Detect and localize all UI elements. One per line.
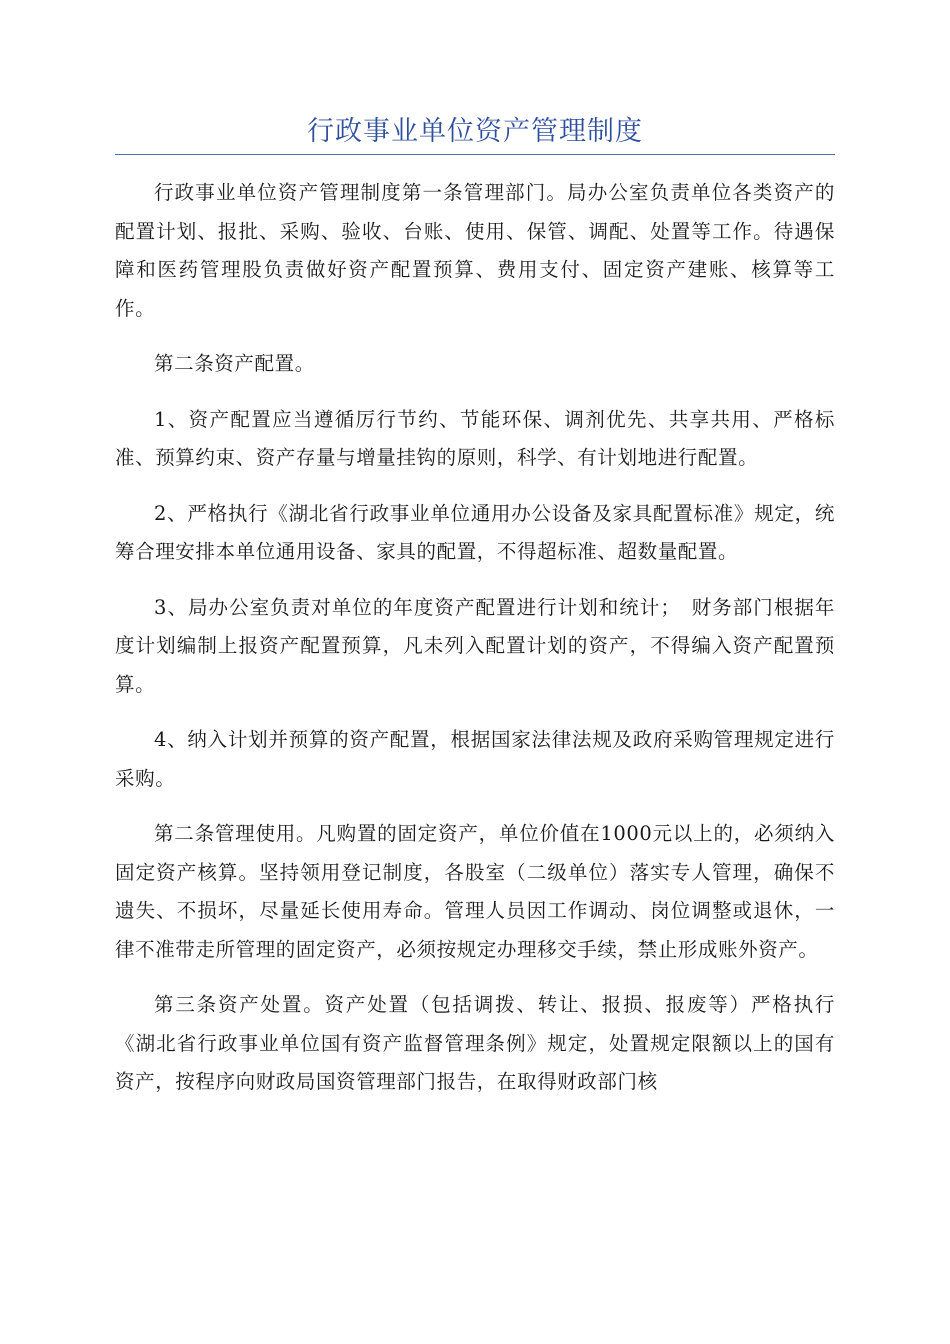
paragraph-item-1: 1、资产配置应当遵循厉行节约、节能环保、调剂优先、共享共用、严格标准、预算约束、资产存量与增量挂钩的原则，科学、有计划地进行配置。 bbox=[115, 407, 835, 469]
paragraph-management-use: 第二条管理使用。凡购置的固定资产，单位价值在1000元以上的，必须纳入固定资产核算。坚持领用登记制度，各股室（二级单位）落实专人管理，确保不遗失、不损坏，尽量延长使用寿命。管理人员因工作调动、岗位调整或退休，一律不准带走所管理的固定资产，必须按规定办理移交手续，禁止形成账外资产。 bbox=[115, 822, 835, 961]
paragraph-article-2-heading: 第二条资产配置。 bbox=[154, 352, 315, 375]
paragraph-item-4: 4、纳入计划并预算的资产配置，根据国家法律法规及政府采购管理规定进行采购。 bbox=[115, 728, 835, 790]
document-body bbox=[115, 174, 835, 1119]
paragraph-item-3: 3、局办公室负责对单位的年度资产配置进行计划和统计； 财务部门根据年度计划编制上报资产配置预算，凡未列入配置计划的资产，不得编入资产配置预算。 bbox=[115, 595, 835, 696]
title-underline bbox=[115, 154, 835, 155]
paragraph-item-2: 2、严格执行《湖北省行政事业单位通用办公设备及家具配置标准》规定，统筹合理安排本单位通用设备、家具的配置，不得超标准、超数量配置。 bbox=[115, 501, 835, 563]
paragraph-asset-disposal: 第三条资产处置。资产处置（包括调拨、转让、报损、报废等）严格执行《湖北省行政事业单位国有资产监督管理条例》规定，处置规定限额以上的国有资产，按程序向财政局国资管理部门报告，在取得财政部门核 bbox=[115, 993, 835, 1093]
paragraph-article-1: 行政事业单位资产管理制度第一条管理部门。局办公室负责单位各类资产的配置计划、报批、采购、验收、台账、使用、保管、调配、处置等工作。待遇保障和医药管理股负责做好资产配置预算、费用支付、固定资产建账、核算等工作。 bbox=[115, 181, 835, 320]
document-title: 行政事业单位资产管理制度 bbox=[307, 116, 643, 147]
